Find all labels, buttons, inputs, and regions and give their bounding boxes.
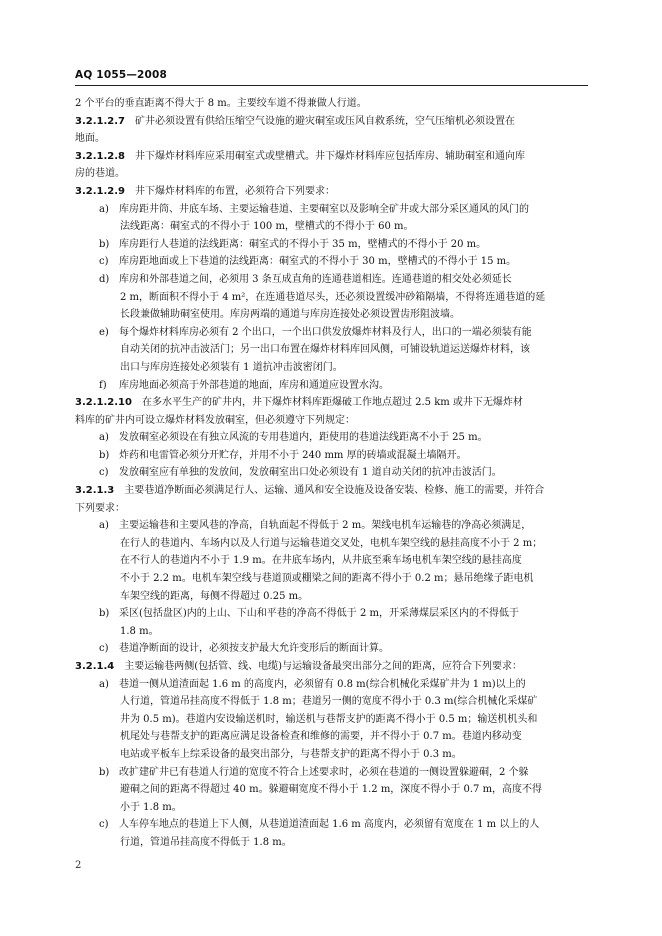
list-item-continuation: 井为 0.5 m)。巷道内安设输送机时，输送机与巷帮支护的距离不得小于 0.5 m；输送机机头和 [120,713,538,725]
text-line [75,148,588,166]
clause-number: 3.2.1.4 [75,661,115,672]
text-line [75,658,588,676]
list-item-continuation: 出口与库房连接处必须装有 1 道抗冲击波密闭门。 [120,361,343,373]
header-divider [75,85,588,86]
clause-number: 3.2.1.2.8 [75,150,125,162]
list-item-text: 巷道净断面的设计，必须按支护最大允许变形后的断面计算。 [119,643,389,655]
standard-code: AQ 1055—2008 [75,69,168,81]
text-line [75,500,588,518]
list-item-continuation: 在行人的巷道内、车场内以及人行道与运输巷道交叉处，电机车架空线的悬挂高度不小于 2 m； [120,537,543,549]
text-line [75,517,588,535]
text-line [75,535,588,553]
list-item-continuation: 在不行人的巷道内不小于 1.9 m。在井底车场内，从井底至乘车场电机车架空线的悬挂高度 [120,555,522,567]
list-item-continuation: 电站或平板车上综采设备的最突出部分，与巷帮支护的距离不得小于 0.3 m。 [120,748,462,760]
text-line [75,271,588,289]
clause-number: 3.2.1.2.9 [75,185,125,197]
list-item-text: 库房和外部巷道之间，必须用 3 条互成直角的连通巷道相连。连通巷道的相交处必须延长 [119,273,512,285]
list-marker: b) [99,608,110,620]
text-line [75,588,588,606]
text-line [75,306,588,324]
text-line [75,676,588,694]
text-line [75,693,588,711]
text-line [75,113,588,131]
list-item-continuation: 小于 1.8 m。 [120,801,182,813]
list-marker: b) [99,238,110,250]
text-line [75,236,588,254]
page-number: 2 [75,860,82,871]
text-line [75,570,588,588]
text-line [75,130,588,148]
paragraph-text: 料库的矿井内可设立爆炸材料发放硐室，但必须遵守下列规定： [75,414,355,426]
clause-text: 井下爆炸材料库的布置，必须符合下列要求： [135,185,335,197]
paragraph-text: 地面。 [75,133,105,145]
list-marker: e) [99,326,109,338]
text-line [75,95,588,113]
list-item-continuation: 行道，管道吊挂高度不得低于 1.8 m。 [120,836,292,848]
list-item-text: 主要运输巷和主要风巷的净高，自轨面起不得低于 2 m。架线电机车运输巷的净高必须满足， [119,520,532,532]
text-line [75,482,588,500]
text-line [75,464,588,482]
clause-number: 3.2.1.3 [75,485,115,497]
list-item-continuation: 1.8 m。 [120,625,159,637]
clause-number: 3.2.1.2.10 [75,397,132,409]
clause-text: 在多水平生产的矿井内，井下爆炸材料库距爆破工作地点超过 2.5 km 或井下无爆炸材 [141,397,523,409]
text-line [75,201,588,219]
paragraph-text: 2 个平台的垂直距离不得大于 8 m。主要绞车道不得兼做人行道。 [75,98,367,109]
text-line [75,816,588,834]
list-item-text: 巷道一侧从道渣面起 1.6 m 的高度内，必须留有 0.8 m(综合机械化采煤矿井为 1 m)以上的 [119,678,526,690]
text-line [75,324,588,342]
list-item-text: 发放硐室必须设在有独立风流的专用巷道内，距使用的巷道法线距离不小于 25 m。 [119,432,488,444]
text-line [75,165,588,183]
list-item-continuation: 法线距离：硐室式的不得小于 100 m，壁槽式的不得小于 60 m。 [120,221,414,233]
list-item-continuation: 长段兼做辅助硐室使用。库房两端的通道与库房连接处必须设置齿形阻波墙。 [120,309,460,321]
text-line [75,728,588,746]
list-marker: d) [99,273,110,285]
list-item-text: 库房距地面或上下巷道的法线距离：硐室式的不得小于 30 m，壁槽式的不得小于 15 m。 [119,256,517,268]
text-line [75,640,588,658]
list-item-continuation: 2 m，断面积不得小于 4 m²，在连通巷道尽头，还必须设置缓冲砂箱隔墙，不得将连通巷道的延 [120,291,546,303]
list-item-continuation: 避硐之间的距离不得超过 40 m。躲避硐宽度不得小于 1.2 m，深度不得小于 0.7 m，高度不得 [120,784,543,796]
text-line [75,799,588,817]
text-line [75,412,588,430]
text-line [75,781,588,799]
list-marker: a) [99,520,109,532]
text-line [75,377,588,395]
paragraph-text: 房的巷道。 [75,168,125,180]
clause-text: 井下爆炸材料库应采用硐室式或壁槽式。井下爆炸材料库应包括库房、辅助硐室和通向库 [135,150,525,162]
clause-text: 主要运输巷两侧(包括管、线、电缆)与运输设备最突出部分之间的距离，应符合下列要求： [124,661,523,672]
list-item-text: 发放硐室应有单独的发放间，发放硐室出口处必须设有 1 道自动关闭的抗冲击波活门。 [119,467,502,479]
list-item-continuation: 人行道，管道吊挂高度不得低于 1.8 m；巷道另一侧的宽度不得小于 0.3 m(综合机械化采煤矿 [120,696,538,708]
text-line [75,183,588,201]
clause-text: 主要巷道净断面必须满足行人、运输、通风和安全设施及设备安装、检修、施工的需要，并符合 [124,485,545,497]
text-line [75,359,588,377]
text-line [75,253,588,271]
list-marker: b) [99,766,110,778]
text-line [75,605,588,623]
clause-text: 矿井必须设置有供给压缩空气设施的避灾硐室或压风自救系统，空气压缩机必须设置在 [135,115,515,127]
list-item-text: 人车停车地点的巷道上下人侧，从巷道道渣面起 1.6 m 高度内，必须留有宽度在 1 m 以上的人 [119,819,540,831]
text-line [75,711,588,729]
list-item-text: 库房距行人巷道的法线距离：硐室式的不得小于 35 m，壁槽式的不得小于 20 m。 [119,238,487,250]
list-item-text: 每个爆炸材料库房必须有 2 个出口，一个出口供发放爆炸材料及行人，出口的一端必须装有能 [119,326,532,338]
list-item-text: 采区(包括盘区)内的上山、下山和平巷的净高不得低于 2 m，开采薄煤层采区内的不得低于 [119,608,520,620]
clause-number: 3.2.1.2.7 [75,115,125,127]
text-line [75,394,588,412]
list-marker: a) [99,432,109,444]
text-line [75,218,588,236]
list-item-text: 炸药和电雷管必须分开贮存，并用不小于 240 mm 厚的砖墙或混凝土墙隔开。 [119,449,467,461]
text-line [75,623,588,641]
text-line [75,447,588,465]
text-line [75,834,588,852]
list-item-continuation: 车架空线的距离，每侧不得超过 0.25 m。 [120,590,309,602]
list-item-continuation: 机尾处与巷帮支护的距离应满足设备检查和维修的需要，并不得小于 0.7 m。巷道内移动变 [120,731,522,743]
text-line [75,746,588,764]
text-line [75,552,588,570]
list-marker: c) [99,467,109,479]
list-marker: c) [99,819,109,831]
list-marker: b) [99,449,110,461]
text-line [75,429,588,447]
text-line [75,764,588,782]
list-marker: a) [99,203,109,215]
document-body [75,95,588,852]
list-marker: c) [99,643,109,655]
list-marker: f) [99,379,107,391]
list-item-text: 库房距井筒、井底车场、主要运输巷道、主要硐室以及影响全矿井或大部分采区通风的风门的 [119,203,529,215]
list-item-continuation: 不小于 2.2 m。电机车架空线与巷道顶或棚梁之间的距离不得小于 0.2 m；悬吊绝缘子距电机 [120,573,534,585]
list-item-continuation: 自动关闭的抗冲击波活门；另一出口布置在爆炸材料库回风侧，可铺设轨道运送爆炸材料，该 [120,344,530,356]
text-line [75,289,588,307]
list-item-text: 库房地面必须高于外部巷道的地面，库房和通道应设置水沟。 [119,379,389,391]
text-line [75,341,588,359]
list-item-text: 改扩建矿井已有巷道人行道的宽度不符合上述要求时，必须在巷道的一侧设置躲避硐，2 个躲 [119,766,529,778]
list-marker: a) [99,678,109,690]
paragraph-text: 下列要求： [75,502,125,514]
list-marker: c) [99,256,109,268]
